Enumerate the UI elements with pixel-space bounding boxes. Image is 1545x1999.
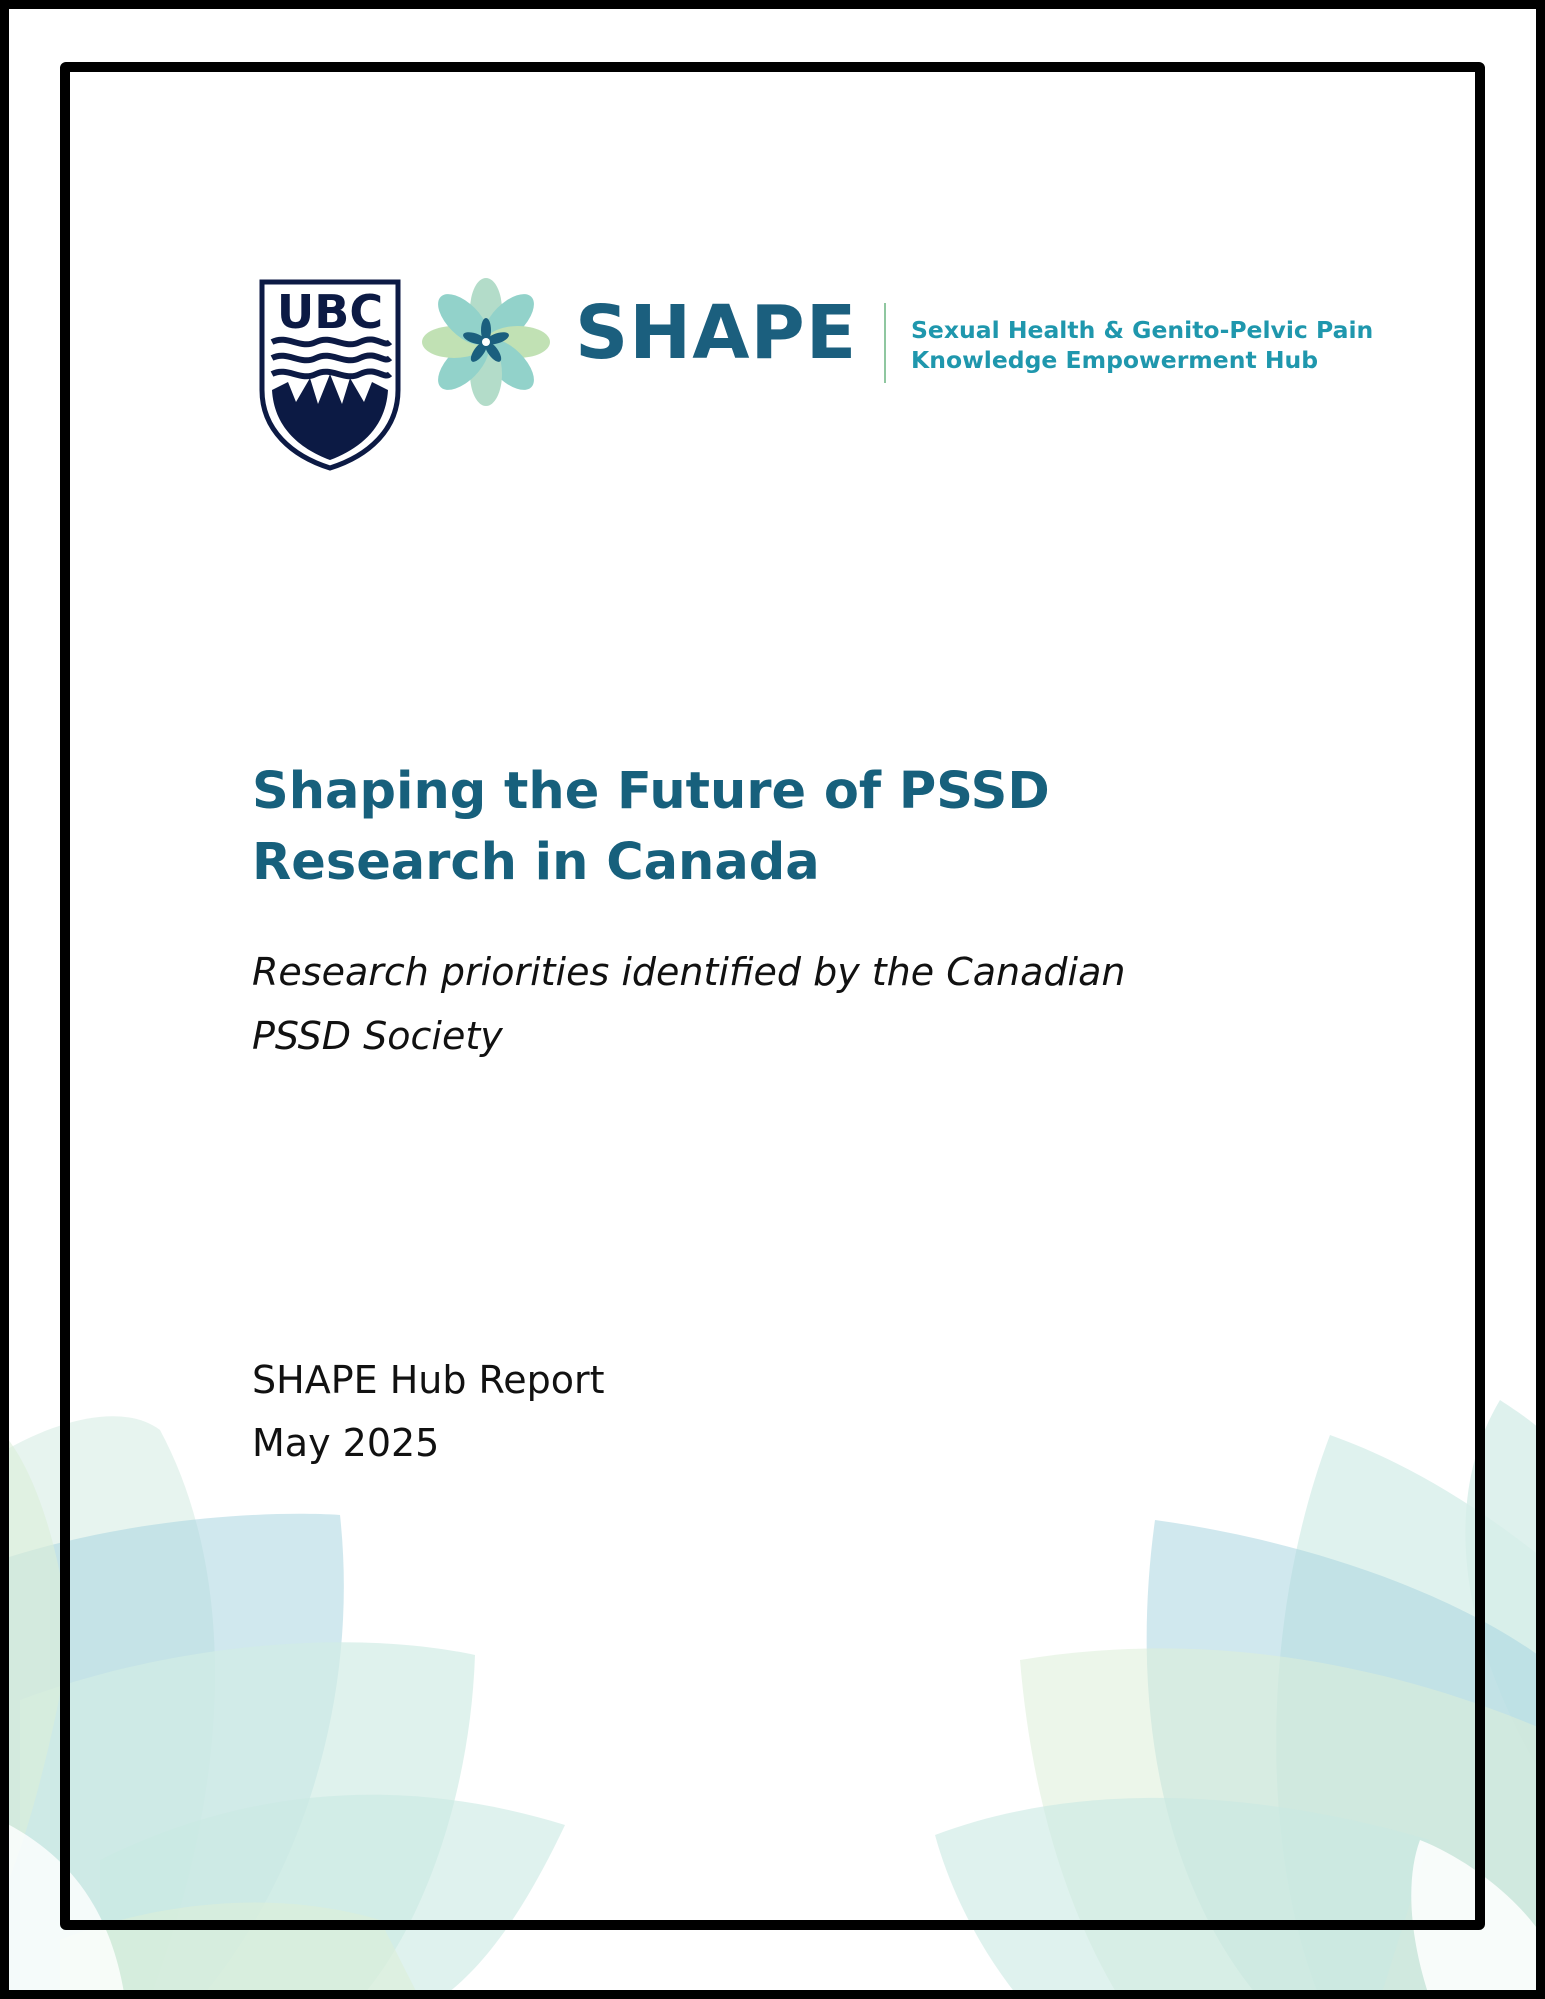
report-subtitle-line-2: PSSD Society xyxy=(252,1014,503,1058)
tagline-line-2: Knowledge Empowerment Hub xyxy=(911,346,1319,374)
report-subtitle-line-1: Research priorities identified by the Canadian xyxy=(252,950,1126,994)
shape-wordmark: SHAPE xyxy=(575,290,858,376)
report-date: May 2025 xyxy=(252,1421,440,1465)
report-label: SHAPE Hub Report xyxy=(252,1358,605,1402)
report-title xyxy=(252,756,1252,898)
right-petal-cluster xyxy=(935,1400,1545,1999)
ubc-shield-icon xyxy=(258,278,402,472)
left-petal-cluster xyxy=(0,1416,565,1999)
shape-flower-logo-icon xyxy=(422,278,550,406)
logo-divider xyxy=(884,303,886,383)
report-meta xyxy=(252,1349,605,1475)
report-title-line-1: Shaping the Future of PSSD xyxy=(252,762,1050,821)
report-title-line-2: Research in Canada xyxy=(252,833,820,892)
report-subtitle xyxy=(252,940,1252,1068)
shape-tagline xyxy=(911,315,1373,375)
petal xyxy=(935,1798,1430,1999)
tagline-line-1: Sexual Health & Genito-Pelvic Pain xyxy=(911,316,1374,344)
ubc-shield-text: UBC xyxy=(276,285,384,339)
